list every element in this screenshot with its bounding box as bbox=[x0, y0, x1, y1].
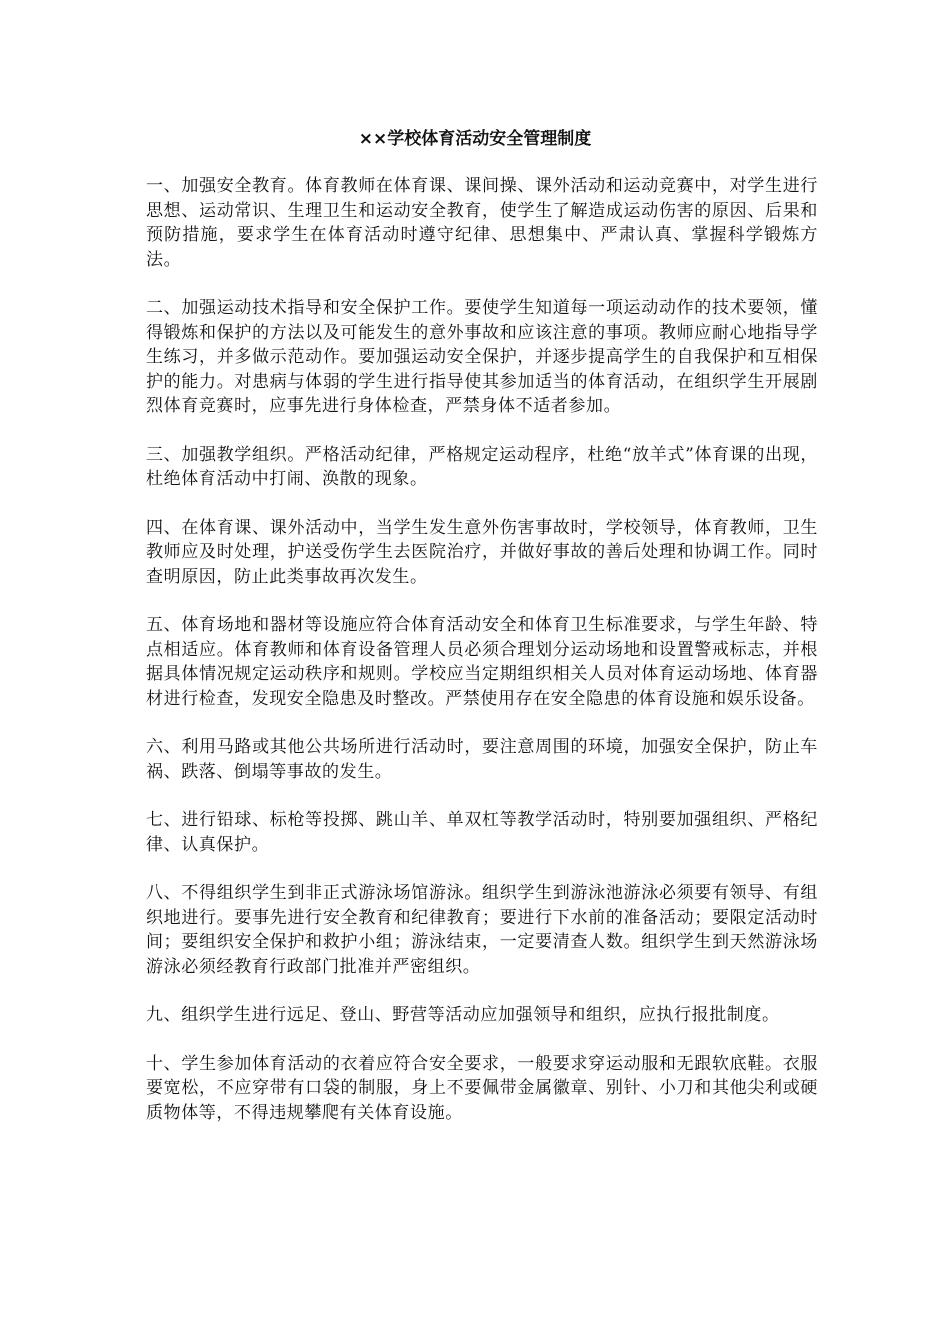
paragraph-10: 十、学生参加体育活动的衣着应符合安全要求，一般要求穿运动服和无跟软底鞋。衣服要宽松，不应穿带有口袋的制服，身上不要佩带金属徽章、别针、小刀和其他尖利或硬质物体等，不得违规攀爬有关体育设施。 bbox=[146, 1053, 818, 1123]
paragraph-4: 四、在体育课、课外活动中，当学生发生意外伤害事故时，学校领导，体育教师，卫生教师应及时处理，护送受伤学生去医院治疗，并做好事故的善后处理和协调工作。同时查明原因，防止此类事故再次发生。 bbox=[146, 517, 818, 587]
paragraph-5: 五、体育场地和器材等设施应符合体育活动安全和体育卫生标准要求，与学生年龄、特点相适应。体育教师和体育设备管理人员必须合理划分运动场地和设置警戒标志，并根据具体情况规定运动秩序和规则。学校应当定期组织相关人员对体育运动场地、体育器材进行检查，发现安全隐患及时整改。严禁使用存在安全隐患的体育设施和娱乐设备。 bbox=[146, 615, 818, 709]
paragraph-7: 七、进行铅球、标枪等投掷、跳山羊、单双杠等教学活动时，特别要加强组织、严格纪律、认真保护。 bbox=[146, 810, 818, 855]
paragraph-9: 九、组织学生进行远足、登山、野营等活动应加强领导和组织，应执行报批制度。 bbox=[146, 1005, 780, 1025]
document-body bbox=[146, 174, 818, 1149]
paragraph-8: 八、不得组织学生到非正式游泳场馆游泳。组织学生到游泳池游泳必须要有领导、有组织地进行。要事先进行安全教育和纪律教育；要进行下水前的准备活动；要限定活动时间；要组织安全保护和救护小组；游泳结束，一定要清查人数。组织学生到天然游泳场游泳必须经教育行政部门批准并严密组织。 bbox=[146, 883, 818, 977]
paragraph-6: 六、利用马路或其他公共场所进行活动时，要注意周围的环境，加强安全保护，防止车祸、跌落、倒塌等事故的发生。 bbox=[146, 737, 818, 782]
paragraph-2: 二、加强运动技术指导和安全保护工作。要使学生知道每一项运动动作的技术要领，懂得锻炼和保护的方法以及可能发生的意外事故和应该注意的事项。教师应耐心地指导学生练习，并多做示范动作。要加强运动安全保护，并逐步提高学生的自我保护和互相保护的能力。对患病与体弱的学生进行指导使其参加适当的体育活动，在组织学生开展剧烈体育竞赛时，应事先进行身体检查，严禁身体不适者参加。 bbox=[146, 298, 818, 416]
paragraph-3: 三、加强教学组织。严格活动纪律，严格规定运动程序，杜绝“放羊式”体育课的出现，杜绝体育活动中打闹、涣散的现象。 bbox=[146, 444, 818, 489]
document-title: ××学校体育活动安全管理制度 bbox=[358, 129, 592, 149]
paragraph-1: 一、加强安全教育。体育教师在体育课、课间操、课外活动和运动竞赛中，对学生进行思想、运动常识、生理卫生和运动安全教育，使学生了解造成运动伤害的原因、后果和预防措施，要求学生在体育活动时遵守纪律、思想集中、严肃认真、掌握科学锻炼方法。 bbox=[146, 176, 818, 270]
